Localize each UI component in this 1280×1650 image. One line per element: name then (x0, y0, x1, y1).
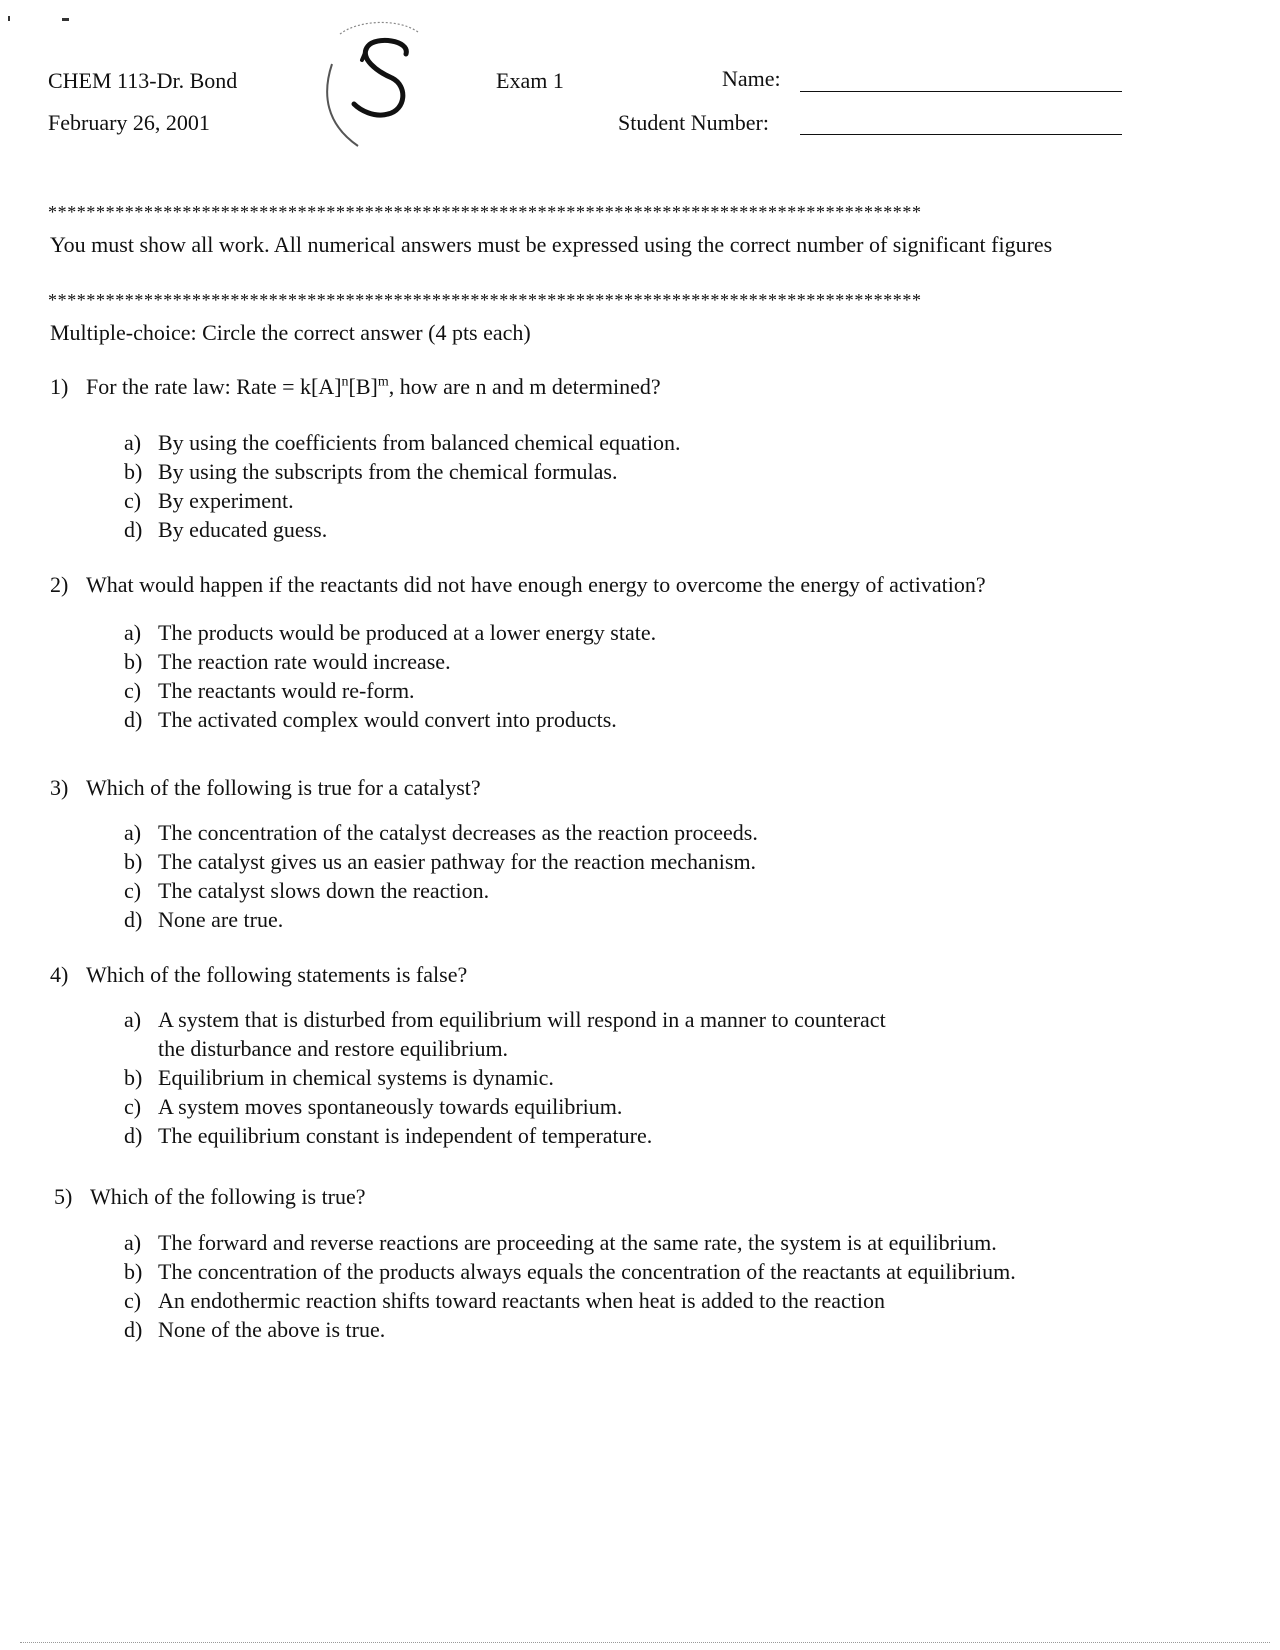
scan-edge-noise (20, 1640, 1270, 1643)
option-b[interactable]: b) By using the subscripts from the chemical formulas. (124, 459, 618, 484)
option-a[interactable]: a) A system that is disturbed from equilibrium will respond in a manner to counteract (124, 1007, 886, 1032)
option-a[interactable]: a) The products would be produced at a lower energy state. (124, 620, 657, 645)
question-1-options (124, 428, 681, 544)
question-number: 3) (50, 775, 69, 800)
question-number: 4) (50, 962, 69, 987)
scan-speck (8, 16, 10, 21)
question-2-options (124, 618, 656, 734)
option-d[interactable]: d) The equilibrium constant is independent of temperature. (124, 1123, 653, 1148)
student-number-label: Student Number: (618, 110, 769, 135)
question-4-options (124, 1005, 886, 1150)
question-2 (50, 572, 986, 598)
question-5-options (124, 1228, 1016, 1344)
question-3-options (124, 818, 758, 934)
exam-label: Exam 1 (496, 68, 564, 93)
option-a-continuation: the disturbance and restore equilibrium. (158, 1036, 509, 1061)
student-number-field[interactable] (800, 134, 1122, 135)
option-d[interactable]: d) By educated guess. (124, 517, 328, 542)
question-text: For the rate law: Rate = k[A] (86, 374, 342, 399)
option-c[interactable]: c) An endothermic reaction shifts toward reactants when heat is added to the reaction (124, 1288, 885, 1313)
option-c[interactable]: c) The catalyst slows down the reaction. (124, 878, 490, 903)
handwritten-grade-mark (318, 14, 438, 154)
option-d[interactable]: d) None of the above is true. (124, 1317, 386, 1342)
question-5 (54, 1184, 366, 1210)
option-d[interactable]: d) None are true. (124, 907, 284, 932)
option-a[interactable]: a) The concentration of the catalyst decreases as the reaction proceeds. (124, 820, 758, 845)
exponent-n: n (341, 374, 349, 390)
option-b[interactable]: b) The catalyst gives us an easier pathway for the reaction mechanism. (124, 849, 757, 874)
question-text: , how are n and m determined? (388, 374, 661, 399)
option-c[interactable]: c) The reactants would re-form. (124, 678, 415, 703)
option-d[interactable]: d) The activated complex would convert into products. (124, 707, 617, 732)
option-b[interactable]: b) The concentration of the products always equals the concentration of the reactants at equilibrium. (124, 1259, 1016, 1284)
question-1 (50, 374, 661, 400)
name-field[interactable] (800, 91, 1122, 92)
star-divider: ******************************************************************************************* (48, 202, 922, 222)
section-title: Multiple-choice: Circle the correct answer (4 pts each) (50, 320, 531, 345)
question-text: Which of the following statements is false? (86, 962, 468, 987)
question-text: [B] (348, 374, 378, 399)
option-c[interactable]: c) By experiment. (124, 488, 294, 513)
name-label: Name: (722, 66, 781, 91)
option-a[interactable]: a) The forward and reverse reactions are proceeding at the same rate, the system is at equilibrium. (124, 1230, 997, 1255)
option-a[interactable]: a) By using the coefficients from balanced chemical equation. (124, 430, 681, 455)
instructions: You must show all work. All numerical answers must be expressed using the correct number of significant figures (50, 232, 1053, 257)
course-title: CHEM 113-Dr. Bond (48, 68, 238, 93)
option-c[interactable]: c) A system moves spontaneously towards equilibrium. (124, 1094, 623, 1119)
scan-speck (62, 18, 69, 21)
question-number: 5) (54, 1184, 73, 1209)
question-4 (50, 962, 467, 988)
star-divider: ******************************************************************************************* (48, 290, 922, 310)
question-text: What would happen if the reactants did not have enough energy to overcome the energy of activation? (86, 572, 986, 597)
question-text: Which of the following is true for a catalyst? (86, 775, 481, 800)
exam-date: February 26, 2001 (48, 110, 210, 135)
exponent-m: m (377, 374, 389, 390)
option-b[interactable]: b) The reaction rate would increase. (124, 649, 451, 674)
question-number: 2) (50, 572, 69, 597)
question-text: Which of the following is true? (90, 1184, 366, 1209)
option-b[interactable]: b) Equilibrium in chemical systems is dynamic. (124, 1065, 554, 1090)
question-number: 1) (50, 374, 69, 399)
question-3 (50, 775, 481, 801)
